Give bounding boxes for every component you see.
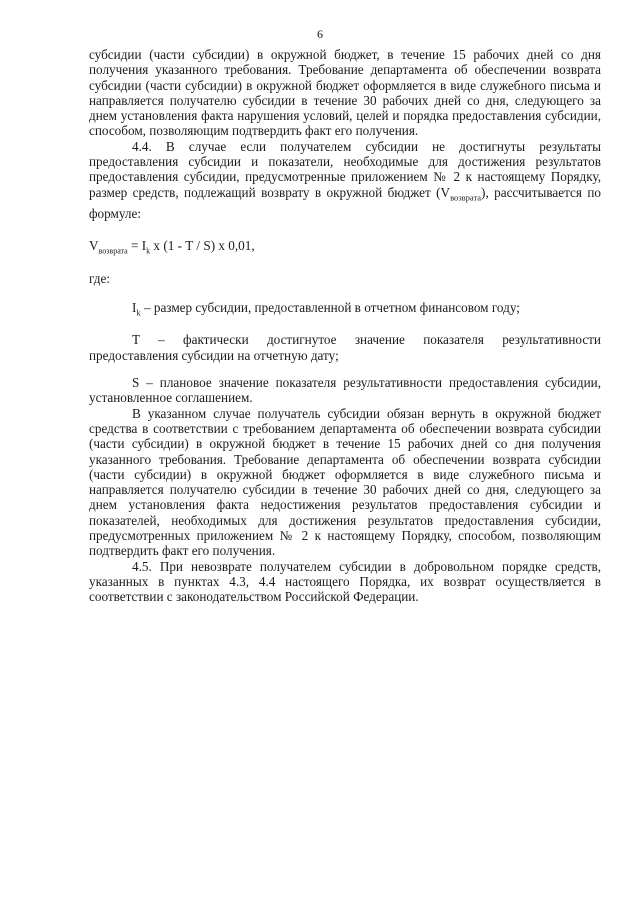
formula-v-subscript: возврата: [98, 246, 128, 256]
formula-equals-ik: = I: [127, 237, 147, 253]
formula-k-subscript: k: [146, 246, 151, 256]
definition-ik-subscript: k: [136, 307, 141, 318]
where-label: где:: [89, 271, 110, 287]
paragraph-4-4: [89, 139, 601, 221]
paragraph-4-4-text-end: ), рассчитывается по формуле:: [89, 184, 601, 221]
formula: [89, 237, 601, 256]
document-body: [89, 47, 601, 604]
paragraph-continuation: субсидии (части субсидии) в окружной бюджет, в течение 15 рабочих дней со дня получения указанного требования. Требование департамента об обеспечении возврата субсидии (части субсидии) в окружной бюджет оформляется в виде служебного письма и направляется получателю субсидии в течение 30 рабочих дней со дня, следующего за днем установления факта нарушения условий, целей и порядка предоставления субсидии, способом, позволяющим подтвердить факт его получения.: [89, 47, 601, 139]
definition-s: S – плановое значение показателя результативности предоставления субсидии, установленное соглашением.: [89, 375, 601, 406]
definition-ik-symbol: I: [132, 299, 137, 315]
definition-ik-text: – размер субсидии, предоставленной в отчетном финансовом году;: [140, 299, 520, 315]
formula-rest: х (1 - T / S) х 0,01,: [150, 237, 255, 253]
paragraph-4-5: 4.5. При невозврате получателем субсидии в добровольном порядке средств, указанных в пунктах 4.3, 4.4 настоящего Порядка, их возврат осуществляется в соответствии с законодательством Российской Федерации.: [89, 558, 601, 605]
definition-ik: [89, 300, 601, 321]
paragraph-return-obligation: В указанном случае получатель субсидии обязан вернуть в окружной бюджет средства в соответствии с требованием департамента об обеспечении возврата субсидии (части субсидии) в окружной бюджет в течение 15 рабочих дней со дня получения указанного требования. Требование департамента об обеспечении возврата субсидии (части субсидии) в окружной бюджет оформляется в виде служебного письма и направляется получателю субсидии в течение 30 рабочих дней со дня, следующего за днем установления факта недостижения результатов предоставления субсидии и показателей, необходимых для достижения результатов предоставления субсидии, предусмотренных приложением № 2 к настоящему Порядку, способом, позволяющим подтвердить факт его получения.: [89, 405, 601, 559]
page-number: 6: [317, 27, 323, 41]
definition-t: T – фактически достигнутое значение показателя результативности предоставления субсидии на отчетную дату;: [89, 332, 601, 363]
paragraph-4-4-text: 4.4. В случае если получателем субсидии не достигнуты результаты предоставления субсидии и показатели, необходимые для достижения результатов предоставления субсидии, предусмотренные приложением № 2 к настоящему Порядку, размер средств, подлежащий возврату в окружной бюджет (V: [89, 138, 601, 200]
formula-v: V: [89, 237, 99, 253]
subscript-vozvrata: возврата: [450, 192, 482, 203]
